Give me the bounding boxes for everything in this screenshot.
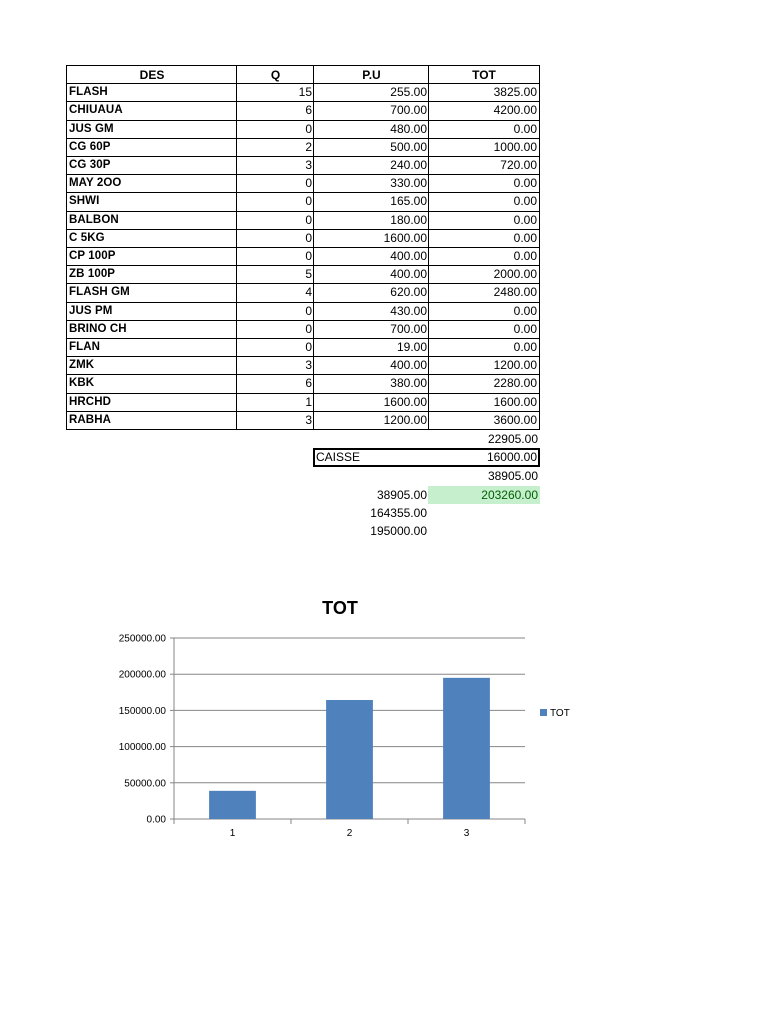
cell-q: 1: [236, 393, 314, 412]
cell-q: 0: [236, 192, 314, 211]
bar-chart: [100, 590, 600, 850]
cell-tot: 0.00: [428, 174, 540, 193]
total-value: 22905.00: [487, 432, 538, 446]
cell-q: 15: [236, 83, 314, 102]
cell-des: BRINO CH: [66, 320, 237, 339]
cell-pu: 400.00: [313, 247, 429, 266]
y-tick-label: 100000.00: [118, 742, 166, 754]
highlight-value: 203260.00: [428, 486, 540, 504]
bar-1: [209, 791, 256, 819]
cell-pu: 480.00: [313, 120, 429, 139]
x-tick-label: 1: [229, 828, 236, 839]
cell-tot: 1600.00: [428, 393, 540, 412]
legend-swatch: [540, 709, 547, 716]
header-pu: P.U: [313, 65, 429, 84]
cell-pu: 400.00: [313, 265, 429, 284]
cell-tot: 1000.00: [428, 138, 540, 157]
cell-pu: 330.00: [313, 174, 429, 193]
cell-des: CG 30P: [66, 156, 237, 175]
subtotal-value: 164355.00: [370, 505, 427, 520]
cell-des: SHWI: [66, 192, 237, 211]
cell-q: 0: [236, 247, 314, 266]
cell-pu: 180.00: [313, 211, 429, 230]
cell-pu: 1600.00: [313, 229, 429, 248]
cell-des: FLASH: [66, 83, 237, 102]
cell-q: 0: [236, 320, 314, 339]
cell-des: BALBON: [66, 211, 237, 230]
cell-tot: 2480.00: [428, 283, 540, 302]
cell-tot: 0.00: [428, 302, 540, 321]
cell-q: 6: [236, 101, 314, 120]
cell-pu: 165.00: [313, 192, 429, 211]
chart-title: TOT: [322, 598, 358, 618]
y-tick-label: 0.00: [146, 814, 166, 826]
y-tick-label: 250000.00: [118, 633, 166, 645]
cell-tot: 0.00: [428, 247, 540, 266]
bar-2: [326, 700, 373, 819]
cell-q: 0: [236, 338, 314, 357]
cell-q: 4: [236, 283, 314, 302]
cell-tot: 0.00: [428, 211, 540, 230]
cell-q: 3: [236, 356, 314, 375]
cell-tot: 3825.00: [428, 83, 540, 102]
cell-q: 0: [236, 229, 314, 248]
cell-pu: 700.00: [313, 320, 429, 339]
cell-pu: 430.00: [313, 302, 429, 321]
y-tick-label: 150000.00: [118, 705, 166, 717]
cell-des: CG 60P: [66, 138, 237, 157]
cell-tot: 0.00: [428, 320, 540, 339]
bar-3: [443, 678, 490, 819]
header-des: DES: [66, 65, 237, 84]
cell-q: 3: [236, 156, 314, 175]
cell-des: HRCHD: [66, 393, 237, 412]
header-tot: TOT: [428, 65, 540, 84]
chart-area: [100, 590, 600, 850]
cell-tot: 3600.00: [428, 411, 540, 430]
cell-tot: 0.00: [428, 338, 540, 357]
subtotal-value: 38905.00: [376, 487, 427, 502]
cell-q: 2: [236, 138, 314, 157]
cell-tot: 0.00: [428, 120, 540, 139]
cell-des: ZB 100P: [66, 265, 237, 284]
caisse-value: 16000.00: [486, 450, 537, 465]
cell-des: CP 100P: [66, 247, 237, 266]
cell-des: JUS PM: [66, 302, 237, 321]
cell-des: C 5KG: [66, 229, 237, 248]
caisse-label: CAISSE: [316, 450, 361, 465]
cell-pu: 700.00: [313, 101, 429, 120]
cell-pu: 19.00: [313, 338, 429, 357]
cell-pu: 255.00: [313, 83, 429, 102]
cell-q: 0: [236, 120, 314, 139]
cell-pu: 1600.00: [313, 393, 429, 412]
cell-tot: 1200.00: [428, 356, 540, 375]
cell-tot: 0.00: [428, 192, 540, 211]
cell-q: 0: [236, 211, 314, 230]
cell-des: FLASH GM: [66, 283, 237, 302]
cell-tot: 720.00: [428, 156, 540, 175]
cell-des: CHIUAUA: [66, 101, 237, 120]
cell-pu: 500.00: [313, 138, 429, 157]
cell-des: RABHA: [66, 411, 237, 430]
cell-pu: 400.00: [313, 356, 429, 375]
subtotal-value: 195000.00: [370, 524, 427, 538]
cell-q: 5: [236, 265, 314, 284]
header-q: Q: [236, 65, 314, 84]
cell-pu: 1200.00: [313, 411, 429, 430]
x-tick-label: 3: [463, 828, 470, 839]
grand-total-value: 38905.00: [487, 469, 538, 484]
cell-pu: 240.00: [313, 156, 429, 175]
cell-q: 0: [236, 174, 314, 193]
legend-label: TOT: [550, 708, 570, 719]
cell-des: FLAN: [66, 338, 237, 357]
cell-des: MAY 2OO: [66, 174, 237, 193]
cell-des: ZMK: [66, 356, 237, 375]
cell-tot: 0.00: [428, 229, 540, 248]
cell-tot: 4200.00: [428, 101, 540, 120]
cell-q: 6: [236, 374, 314, 393]
cell-pu: 620.00: [313, 283, 429, 302]
cell-tot: 2280.00: [428, 374, 540, 393]
y-tick-label: 200000.00: [118, 669, 166, 681]
cell-des: KBK: [66, 374, 237, 393]
y-tick-label: 50000.00: [124, 778, 166, 790]
cell-des: JUS GM: [66, 120, 237, 139]
cell-q: 0: [236, 302, 314, 321]
x-tick-label: 2: [346, 828, 353, 839]
cell-q: 3: [236, 411, 314, 430]
cell-tot: 2000.00: [428, 265, 540, 284]
cell-pu: 380.00: [313, 374, 429, 393]
